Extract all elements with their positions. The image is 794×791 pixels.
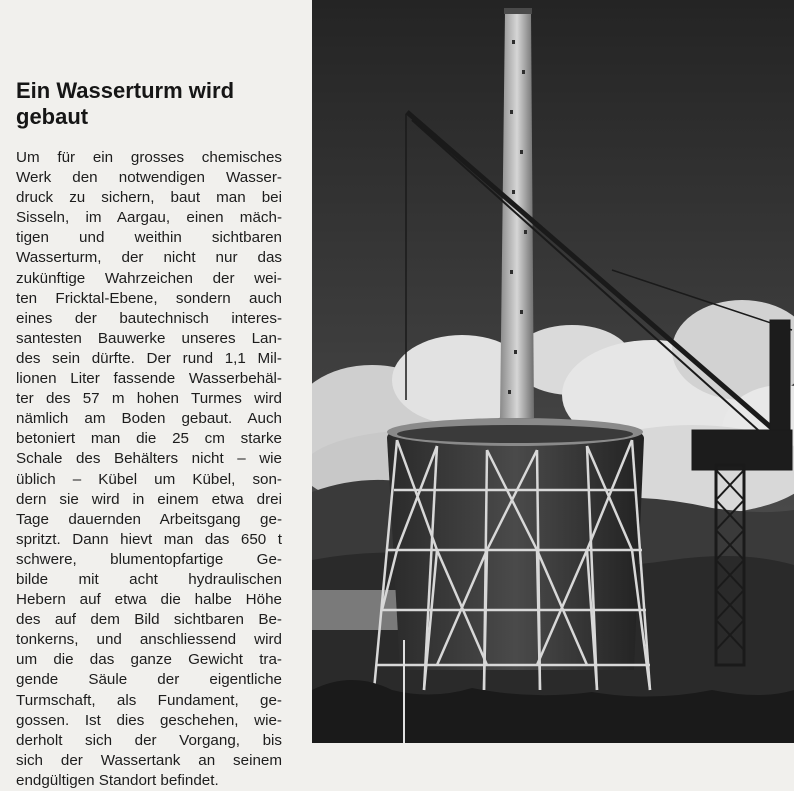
article-body-line: schwere, blumentopfartige Ge-	[16, 550, 282, 568]
article-body-line: tonkerns, und anschliessend wird	[16, 631, 282, 649]
article-body-line: Schale des Behälters nicht – wie	[16, 450, 282, 468]
article-body-line: Um für ein grosses chemisches	[16, 149, 282, 166]
article-title-line: Ein Wasserturm wird	[16, 78, 235, 103]
article-body-line: gossen. Ist dies geschehen, wie-	[16, 711, 282, 729]
article-body-line: Sisseln, im Aargau, einen mäch-	[16, 209, 282, 227]
article-body-line: ten Fricktal-Ebene, sondern auch	[16, 289, 282, 307]
article-body-line: zukünftige Wahrzeichen der wei-	[16, 269, 282, 287]
article-column	[0, 0, 312, 789]
article-body-line: Wasserturm, der nicht nur das	[16, 249, 282, 267]
water-tower-photo	[312, 0, 794, 743]
article-body-line: endgültigen Standort befindet.	[16, 771, 219, 789]
article-body-line: eines der bautechnisch interes-	[16, 309, 282, 327]
article-body-line: spritzt. Dann hievt man das 650 t	[16, 530, 282, 548]
article-body-line: um die das ganze Gewicht tra-	[16, 651, 282, 669]
article-body-line: tigen und weithin sichtbaren	[16, 229, 282, 247]
article-body-line: derholt sich der Vorgang, bis	[16, 731, 282, 749]
article-body-line: lionen Liter fassende Wasserbehäl-	[16, 370, 282, 388]
article-body-line: druck zu sichern, baut man bei	[16, 189, 282, 207]
article-body-line: sich der Wassertank an seinem	[16, 751, 282, 769]
article-body-line: santesten Bauwerke unseres Lan-	[16, 329, 282, 347]
article-body-line: des sein dürfte. Der rund 1,1 Mil-	[16, 349, 282, 367]
article-body-line: betoniert man die 25 cm starke	[16, 430, 282, 448]
article-body-line: Werk den notwendigen Wasser-	[16, 169, 282, 187]
article-body-line: gende Säule der eigentliche	[16, 671, 282, 689]
article-body-line: Hebern auf etwa die halbe Höhe	[16, 591, 282, 609]
water-tank	[387, 418, 644, 670]
article-body-line: bilde mit acht hydraulischen	[16, 570, 282, 588]
article-body-line: nämlich am Boden gebaut. Auch	[16, 410, 282, 428]
article-body-line: des auf dem Bild sichtbaren Be-	[16, 611, 282, 629]
article-body-line: Tage dauernden Arbeitsgang ge-	[16, 510, 282, 528]
article-body-line: ter des 57 m hohen Turmes wird	[16, 390, 282, 408]
article-title-line: gebaut	[16, 104, 89, 129]
article-body-line: Turmschaft, als Fundament, ge-	[16, 691, 282, 709]
article-body-line: üblich – Kübel um Kübel, son-	[16, 470, 282, 488]
article-title	[16, 78, 306, 130]
article-body-line: dern sie wird in einem etwa drei	[16, 490, 282, 508]
article-body	[16, 148, 282, 791]
